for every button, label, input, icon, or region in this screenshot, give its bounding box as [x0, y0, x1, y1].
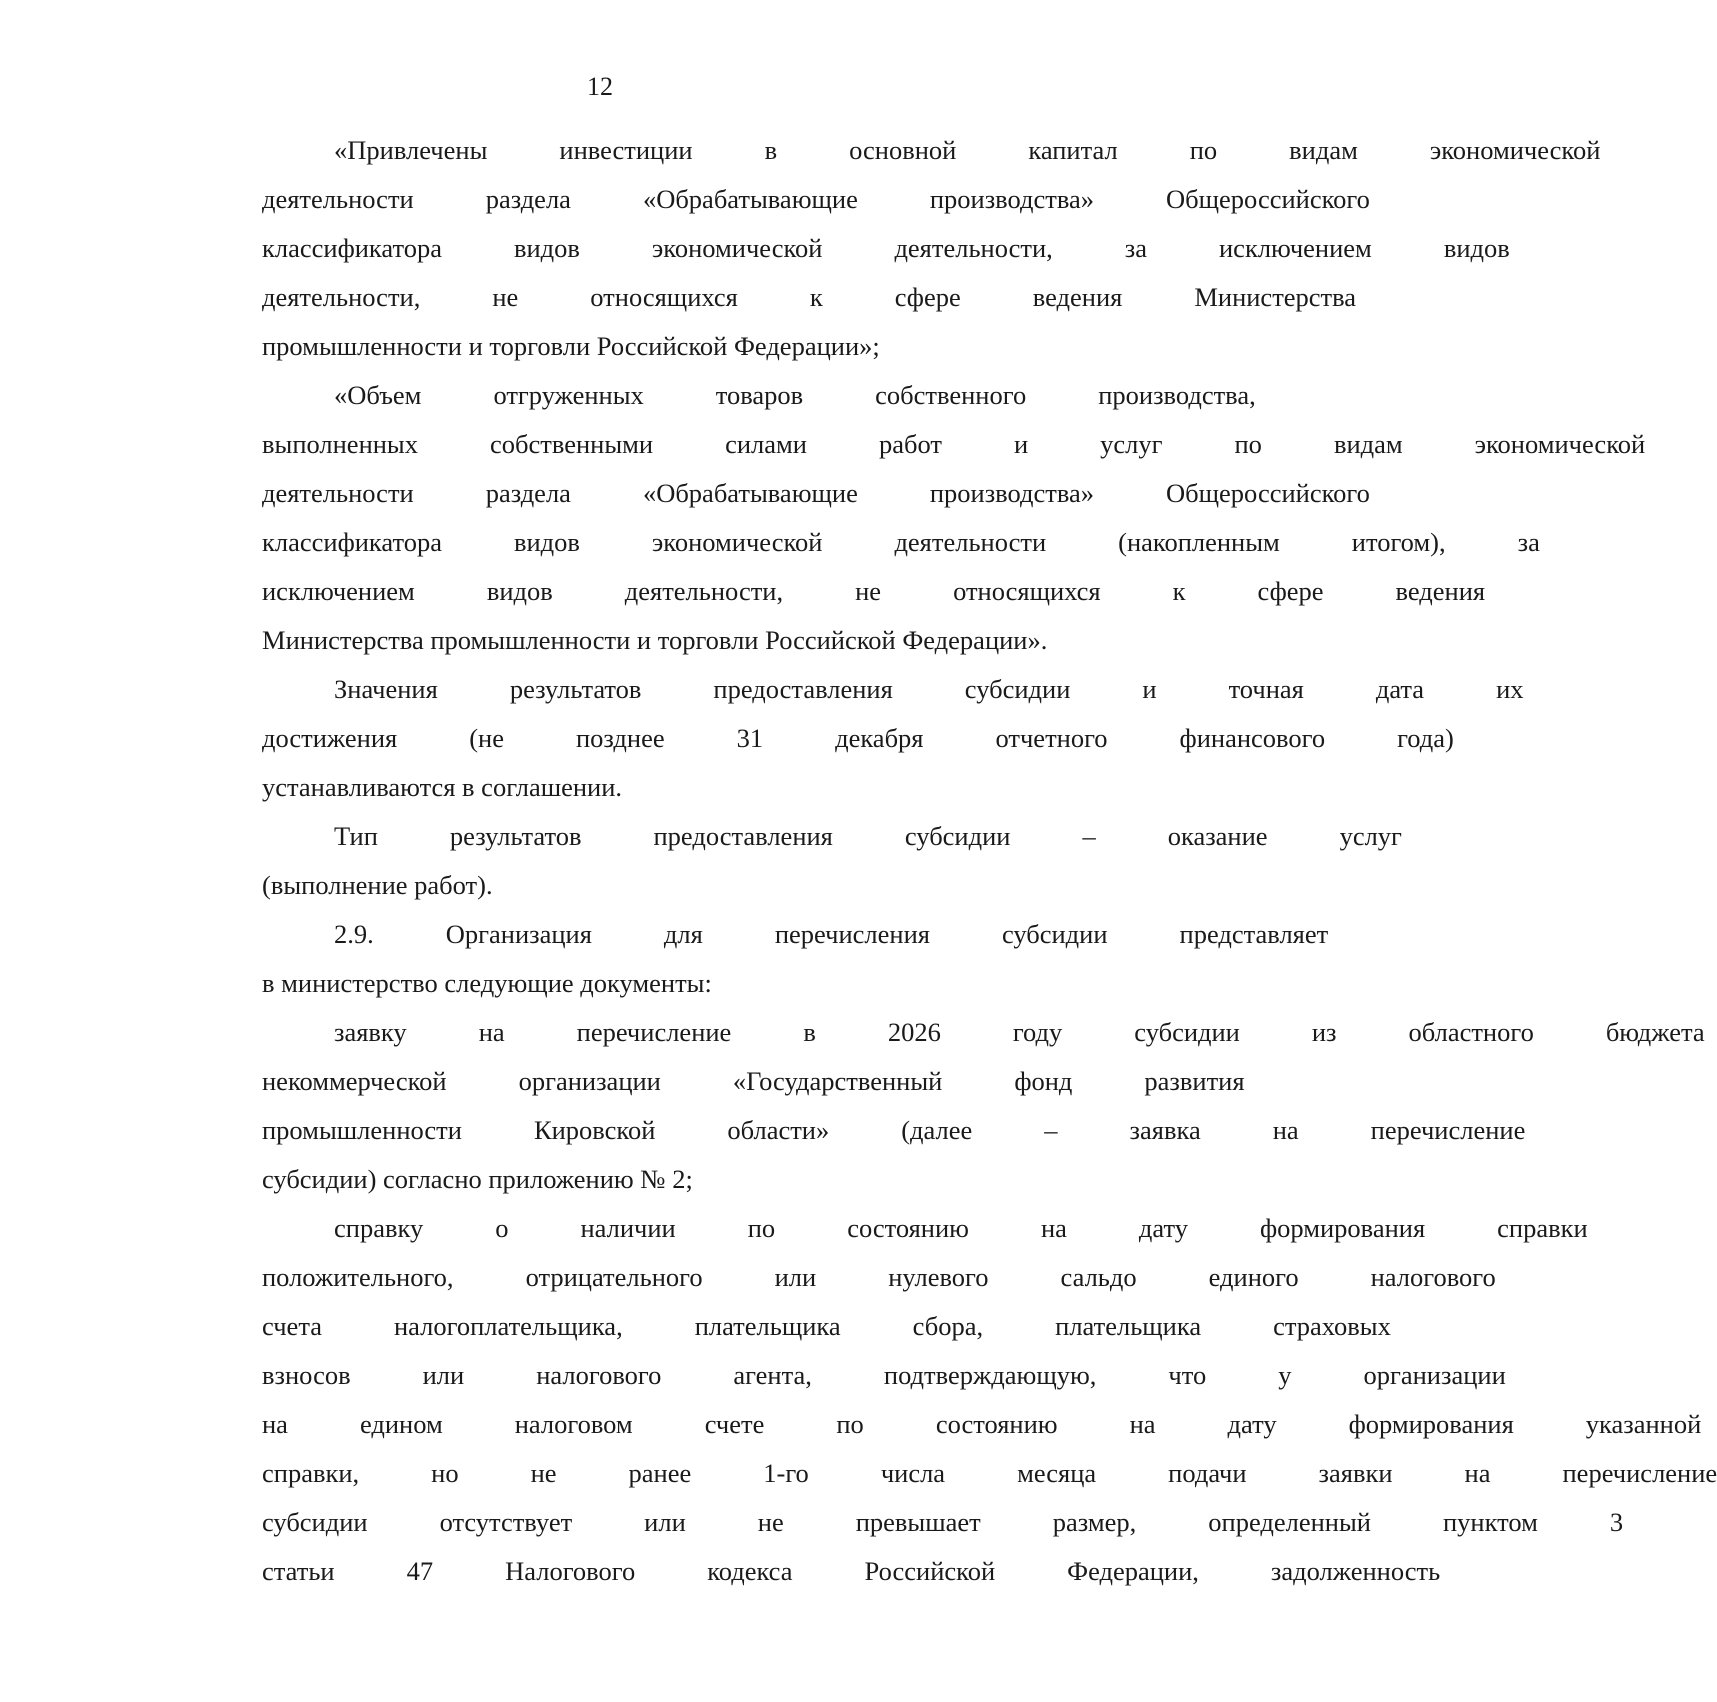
word: собственного	[875, 380, 1027, 410]
text-line	[190, 812, 1402, 861]
word: нулевого	[888, 1262, 989, 1292]
text-line	[190, 420, 1646, 469]
word: плательщика	[1055, 1311, 1202, 1341]
word: состоянию	[935, 1409, 1058, 1439]
word: товаров	[715, 380, 804, 410]
text-line	[190, 714, 1454, 763]
word: состоянию	[847, 1213, 969, 1243]
word: выполненных	[262, 429, 418, 459]
word: месяца	[1017, 1458, 1097, 1488]
text-line	[190, 1547, 1441, 1596]
text-line	[190, 126, 1601, 175]
paragraph-investments	[190, 126, 1601, 371]
text-line	[190, 1449, 1717, 1498]
word: сбора,	[912, 1311, 984, 1341]
word: субсидии	[262, 1507, 368, 1537]
text-line	[190, 1498, 1624, 1547]
text-line	[190, 1400, 1702, 1449]
word: Значения	[334, 674, 438, 704]
word: видов	[486, 576, 553, 606]
text-line	[190, 1204, 1588, 1253]
word: результатов	[509, 674, 642, 704]
document-body	[190, 126, 1717, 1596]
text-line: Министерства промышленности и торговли Российской Федерации».	[262, 625, 1048, 655]
word: справки,	[262, 1458, 360, 1488]
word: перечисления	[774, 919, 930, 949]
word: оказание	[1167, 821, 1268, 851]
word: ведения	[1395, 576, 1486, 606]
word: в	[764, 135, 778, 165]
word: субсидии	[1134, 1017, 1240, 1047]
word: дату	[1227, 1409, 1277, 1439]
text-line	[190, 1106, 1526, 1155]
word: представляет	[1179, 919, 1329, 949]
word: основной	[849, 135, 957, 165]
word: деятельности,	[894, 233, 1053, 263]
paragraph-result-type	[190, 812, 1402, 910]
word: для	[663, 919, 703, 949]
paragraph-tax-certificate	[190, 1204, 1717, 1596]
word: организации	[1363, 1360, 1506, 1390]
text-line	[190, 1253, 1496, 1302]
word: развития	[1144, 1066, 1245, 1096]
paragraph-result-values	[190, 665, 1524, 812]
word: 3	[1609, 1507, 1624, 1537]
word: сфере	[894, 282, 961, 312]
word: задолженность	[1270, 1556, 1441, 1586]
paragraph-shipped-goods	[190, 371, 1646, 665]
word: и	[1013, 429, 1029, 459]
word: не	[492, 282, 519, 312]
word: подачи	[1168, 1458, 1247, 1488]
word: 2.9.	[334, 919, 374, 949]
word: услуг	[1100, 429, 1163, 459]
word: отсутствует	[439, 1507, 573, 1537]
word: деятельности,	[262, 282, 421, 312]
word: достижения	[262, 723, 398, 753]
word: перечисление	[1370, 1115, 1526, 1145]
word: определенный	[1208, 1507, 1371, 1537]
word: года)	[1397, 723, 1454, 753]
word: относящихся	[590, 282, 738, 312]
text-line	[190, 371, 1256, 420]
word: наличии	[580, 1213, 676, 1243]
text-line	[190, 469, 1370, 518]
word: отгруженных	[493, 380, 644, 410]
word: силами	[725, 429, 807, 459]
word: на	[262, 1409, 288, 1439]
word: на	[478, 1017, 505, 1047]
word: (далее	[901, 1115, 973, 1145]
word: экономической	[1429, 135, 1601, 165]
word: работ	[878, 429, 942, 459]
word: предоставления	[653, 821, 833, 851]
word: деятельности	[262, 478, 414, 508]
word: сальдо	[1060, 1262, 1137, 1292]
word: относящихся	[953, 576, 1101, 606]
word: капитал	[1028, 135, 1118, 165]
word: (не	[469, 723, 504, 753]
word: но	[431, 1458, 459, 1488]
text-line	[190, 1351, 1506, 1400]
word: субсидии	[1001, 919, 1108, 949]
word: организации	[518, 1066, 661, 1096]
word: Налогового	[505, 1556, 636, 1586]
text-line: промышленности и торговли Российской Федерации»;	[262, 331, 880, 361]
word: Российской	[864, 1556, 996, 1586]
word: о	[495, 1213, 509, 1243]
word: собственными	[490, 429, 654, 459]
word: подтверждающую,	[883, 1360, 1097, 1390]
word: «Государственный	[732, 1066, 943, 1096]
word: счета	[262, 1311, 322, 1341]
word: дата	[1375, 674, 1425, 704]
word: области»	[727, 1115, 830, 1145]
word: налогового	[536, 1360, 662, 1390]
text-line	[190, 1302, 1391, 1351]
word: отчетного	[995, 723, 1108, 753]
word: налогового	[1370, 1262, 1496, 1292]
word: субсидии	[964, 674, 1071, 704]
word: справку	[334, 1213, 424, 1243]
word: статьи	[262, 1556, 335, 1586]
word: услуг	[1339, 821, 1402, 851]
text-line	[190, 224, 1510, 273]
word: видов	[513, 527, 580, 557]
page-number: 12	[587, 72, 613, 101]
word: единого	[1208, 1262, 1299, 1292]
text-line: устанавливаются в соглашении.	[262, 772, 623, 802]
word: формирования	[1348, 1409, 1514, 1439]
text-line	[190, 910, 1329, 959]
text-line	[190, 1008, 1705, 1057]
word: (накопленным	[1118, 527, 1280, 557]
word: кодекса	[707, 1556, 793, 1586]
word: заявки	[1318, 1458, 1393, 1488]
word: производства»	[929, 184, 1094, 214]
word: по	[1234, 429, 1262, 459]
word: видов	[513, 233, 580, 263]
word: их	[1496, 674, 1524, 704]
word: налоговом	[514, 1409, 633, 1439]
word: указанной	[1585, 1409, 1702, 1439]
word: или	[774, 1262, 817, 1292]
word: Тип	[334, 821, 378, 851]
word: налогоплательщика,	[394, 1311, 623, 1341]
word: счете	[704, 1409, 765, 1439]
word: производства,	[1098, 380, 1256, 410]
word: перечисление	[1562, 1458, 1717, 1488]
word: положительного,	[262, 1262, 454, 1292]
text-line	[190, 665, 1524, 714]
word: Общероссийского	[1166, 184, 1370, 214]
word: к	[1172, 576, 1186, 606]
word: субсидии	[904, 821, 1011, 851]
word: отрицательного	[525, 1262, 703, 1292]
word: финансового	[1179, 723, 1326, 753]
word: некоммерческой	[262, 1066, 447, 1096]
word: «Обрабатывающие	[642, 184, 858, 214]
word: деятельности	[262, 184, 414, 214]
word: 1-го	[763, 1458, 809, 1488]
word: исключением	[1219, 233, 1372, 263]
text-line	[190, 518, 1540, 567]
word: предоставления	[713, 674, 893, 704]
word: плательщика	[694, 1311, 841, 1341]
word: раздела	[485, 184, 571, 214]
word: ранее	[628, 1458, 692, 1488]
word: сфере	[1257, 576, 1324, 606]
word: экономической	[651, 233, 823, 263]
word: 2026	[887, 1017, 941, 1047]
word: году	[1012, 1017, 1063, 1047]
word: позднее	[575, 723, 665, 753]
word: не	[855, 576, 882, 606]
word: областного	[1408, 1017, 1534, 1047]
word: за	[1517, 527, 1540, 557]
word: декабря	[835, 723, 924, 753]
word: Министерства	[1194, 282, 1357, 312]
word: Кировской	[533, 1115, 656, 1145]
word: точная	[1228, 674, 1304, 704]
word: Общероссийского	[1166, 478, 1370, 508]
word: –	[1082, 821, 1096, 851]
word: размер,	[1052, 1507, 1137, 1537]
word: «Объем	[334, 380, 422, 410]
word: не	[530, 1458, 557, 1488]
word: классификатора	[262, 527, 442, 557]
word: раздела	[485, 478, 571, 508]
text-line	[190, 175, 1370, 224]
word: ведения	[1032, 282, 1123, 312]
word: агента,	[733, 1360, 812, 1390]
word: на	[1464, 1458, 1491, 1488]
word: взносов	[262, 1360, 351, 1390]
word: по	[836, 1409, 864, 1439]
word: 31	[736, 723, 764, 753]
word: превышает	[855, 1507, 981, 1537]
word: деятельности,	[624, 576, 784, 606]
word: числа	[880, 1458, 946, 1488]
word: производства»	[929, 478, 1094, 508]
text-line: в министерство следующие документы:	[262, 968, 712, 998]
word: и	[1142, 674, 1157, 704]
word: 47	[406, 1556, 434, 1586]
text-line: (выполнение работ).	[262, 870, 493, 900]
word: экономической	[651, 527, 823, 557]
word: формирования	[1259, 1213, 1426, 1243]
word: результатов	[449, 821, 582, 851]
text-line	[190, 273, 1357, 322]
text-line: субсидии) согласно приложению № 2;	[262, 1164, 693, 1194]
word: на	[1129, 1409, 1156, 1439]
word: –	[1044, 1115, 1058, 1145]
word: итогом),	[1351, 527, 1446, 557]
word: на	[1040, 1213, 1067, 1243]
word: или	[422, 1360, 465, 1390]
word: «Обрабатывающие	[642, 478, 858, 508]
word: промышленности	[262, 1115, 462, 1145]
word: к	[809, 282, 823, 312]
word: заявку	[334, 1017, 407, 1047]
text-line	[190, 1057, 1245, 1106]
word: видам	[1333, 429, 1403, 459]
word: что	[1168, 1360, 1207, 1390]
word: дату	[1138, 1213, 1188, 1243]
word: бюджета	[1605, 1017, 1705, 1047]
paragraph-application	[190, 1008, 1705, 1204]
word: Федерации,	[1067, 1556, 1199, 1586]
word: на	[1272, 1115, 1299, 1145]
word: заявка	[1129, 1115, 1201, 1145]
word: справки	[1497, 1213, 1588, 1243]
word: по	[1189, 135, 1218, 165]
word: за	[1124, 233, 1147, 263]
word: перечисление	[576, 1017, 732, 1047]
word: исключением	[262, 576, 415, 606]
word: деятельности	[894, 527, 1047, 557]
word: у	[1278, 1360, 1292, 1390]
word: фонд	[1014, 1066, 1073, 1096]
word: видам	[1289, 135, 1358, 165]
word: страховых	[1273, 1311, 1391, 1341]
word: или	[644, 1507, 686, 1537]
word: по	[747, 1213, 776, 1243]
word: пунктом	[1442, 1507, 1538, 1537]
word: видов	[1443, 233, 1510, 263]
word: классификатора	[262, 233, 442, 263]
word: Организация	[445, 919, 592, 949]
word: инвестиции	[559, 135, 693, 165]
text-line	[190, 567, 1486, 616]
paragraph-section-2-9	[190, 910, 1329, 1008]
word: «Привлечены	[334, 135, 488, 165]
word: в	[803, 1017, 816, 1047]
word: не	[757, 1507, 784, 1537]
word: экономической	[1474, 429, 1646, 459]
word: из	[1311, 1017, 1337, 1047]
word: едином	[359, 1409, 443, 1439]
